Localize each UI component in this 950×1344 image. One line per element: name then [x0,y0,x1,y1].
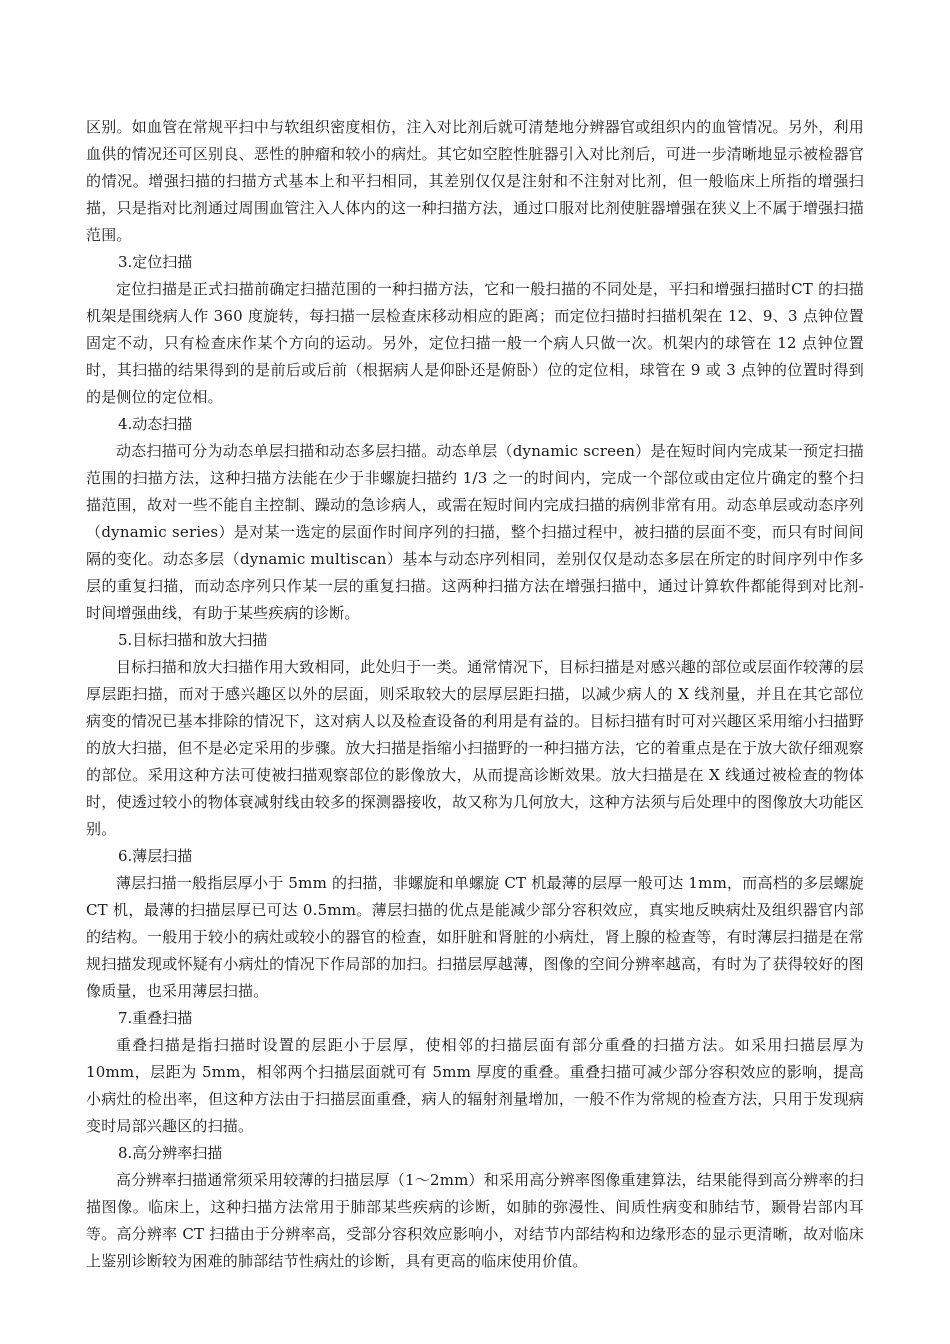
section-body-high-resolution-scan: 高分辨率扫描通常须采用较薄的扫描层厚（1～2mm）和采用高分辨率图像重建算法，结果能得到高分辨率的扫描图像。临床上，这种扫描方法常用于肺部某些疾病的诊断，如肺的弥漫性、间质性病变和肺结节，颞骨岩部内耳等。高分辨率 CT 扫描由于分辨率高，受部分容积效应影响小，对结节内部结构和边缘形态的显示更清晰，故对临床上鉴别诊断较为困难的肺部结节性病灶的诊断，具有更高的临床使用价值。 [86,1171,864,1270]
section-heading-positioning-scan: 3.定位扫描 [118,253,193,271]
document-page [86,114,864,1275]
section-heading-overlap-scan: 7.重叠扫描 [118,1009,193,1027]
section-heading-target-zoom-scan: 5.目标扫描和放大扫描 [118,631,268,649]
section-heading-high-resolution-scan: 8.高分辨率扫描 [118,1144,223,1162]
section-heading-thin-slice-scan: 6.薄层扫描 [118,847,193,865]
section-body-positioning-scan: 定位扫描是正式扫描前确定扫描范围的一种扫描方法，它和一般扫描的不同处是，平扫和增强扫描时CT 的扫描机架是围绕病人作 360 度旋转，每扫描一层检查床移动相应的距离；而定位扫描时扫描机架在 12、9、3 点钟位置固定不动，只有检查床作某个方向的运动。另外，定位扫描一般一个病人只做一次。机架内的球管在 12 点钟位置时，其扫描的结果得到的是前后或后前（根据病人是仰卧还是俯卧）位的定位相，球管在 9 或 3 点钟的位置时得到的是侧位的定位相。 [86,280,864,406]
section-body-target-zoom-scan: 目标扫描和放大扫描作用大致相同，此处归于一类。通常情况下，目标扫描是对感兴趣的部位或层面作较薄的层厚层距扫描，而对于感兴趣区以外的层面，则采取较大的层厚层距扫描，以减少病人的 X 线剂量，并且在其它部位病变的情况已基本排除的情况下，这对病人以及检查设备的利用是有益的。目标扫描有时可对兴趣区采用缩小扫描野的放大扫描，但不是必定采用的步骤。放大扫描是指缩小扫描野的一种扫描方法，它的着重点是在于放大欲仔细观察的部位。采用这种方法可使被扫描观察部位的影像放大，从而提高诊断效果。放大扫描是在 X 线通过被检查的物体时，使透过较小的物体衰减射线由较多的探测器接收，故又称为几何放大，这种方法须与后处理中的图像放大功能区别。 [86,658,864,838]
section-body-thin-slice-scan: 薄层扫描一般指层厚小于 5mm 的扫描，非螺旋和单螺旋 CT 机最薄的层厚一般可达 1mm，而高档的多层螺旋 CT 机，最薄的扫描层厚已可达 0.5mm。薄层扫描的优点是能减少部分容积效应，真实地反映病灶及组织器官内部的结构。一般用于较小的病灶或较小的器官的检查，如肝脏和肾脏的小病灶，肾上腺的检查等，有时薄层扫描是在常规扫描发现或怀疑有小病灶的情况下作局部的加扫。扫描层厚越薄，图像的空间分辨率越高，有时为了获得较好的图像质量，也采用薄层扫描。 [86,874,864,1000]
section-heading-dynamic-scan: 4.动态扫描 [118,415,193,433]
intro-paragraph: 区别。如血管在常规平扫中与软组织密度相仿，注入对比剂后就可清楚地分辨器官或组织内的血管情况。另外，利用血供的情况还可区别良、恶性的肿瘤和较小的病灶。其它如空腔性脏器引入对比剂后，可进一步清晰地显示被检器官的情况。增强扫描的扫描方式基本上和平扫相同，其差别仅仅是注射和不注射对比剂，但一般临床上所指的增强扫描，只是指对比剂通过周围血管注入人体内的这一种扫描方法，通过口服对比剂使脏器增强在狭义上不属于增强扫描范围。 [86,118,864,244]
section-body-dynamic-scan: 动态扫描可分为动态单层扫描和动态多层扫描。动态单层（dynamic screen）是在短时间内完成某一预定扫描范围的扫描方法，这种扫描方法能在少于非螺旋扫描约 1/3 之一的时间内，完成一个部位或由定位片确定的整个扫描范围，故对一些不能自主控制、躁动的急诊病人，或需在短时间内完成扫描的病例非常有用。动态单层或动态序列（dynamic series）是对某一选定的层面作时间序列的扫描，整个扫描过程中，被扫描的层面不变，而只有时间间隔的变化。动态多层（dynamic multiscan）基本与动态序列相同，差别仅仅是动态多层在所定的时间序列中作多层的重复扫描，而动态序列只作某一层的重复扫描。这两种扫描方法在增强扫描中，通过计算软件都能得到对比剂-时间增强曲线，有助于某些疾病的诊断。 [86,442,864,622]
section-body-overlap-scan: 重叠扫描是指扫描时设置的层距小于层厚，使相邻的扫描层面有部分重叠的扫描方法。如采用扫描层厚为 10mm，层距为 5mm，相邻两个扫描层面就可有 5mm 厚度的重叠。重叠扫描可减少部分容积效应的影响，提高小病灶的检出率，但这种方法由于扫描层面重叠，病人的辐射剂量增加，一般不作为常规的检查方法，只用于发现病变时局部兴趣区的扫描。 [86,1036,864,1135]
